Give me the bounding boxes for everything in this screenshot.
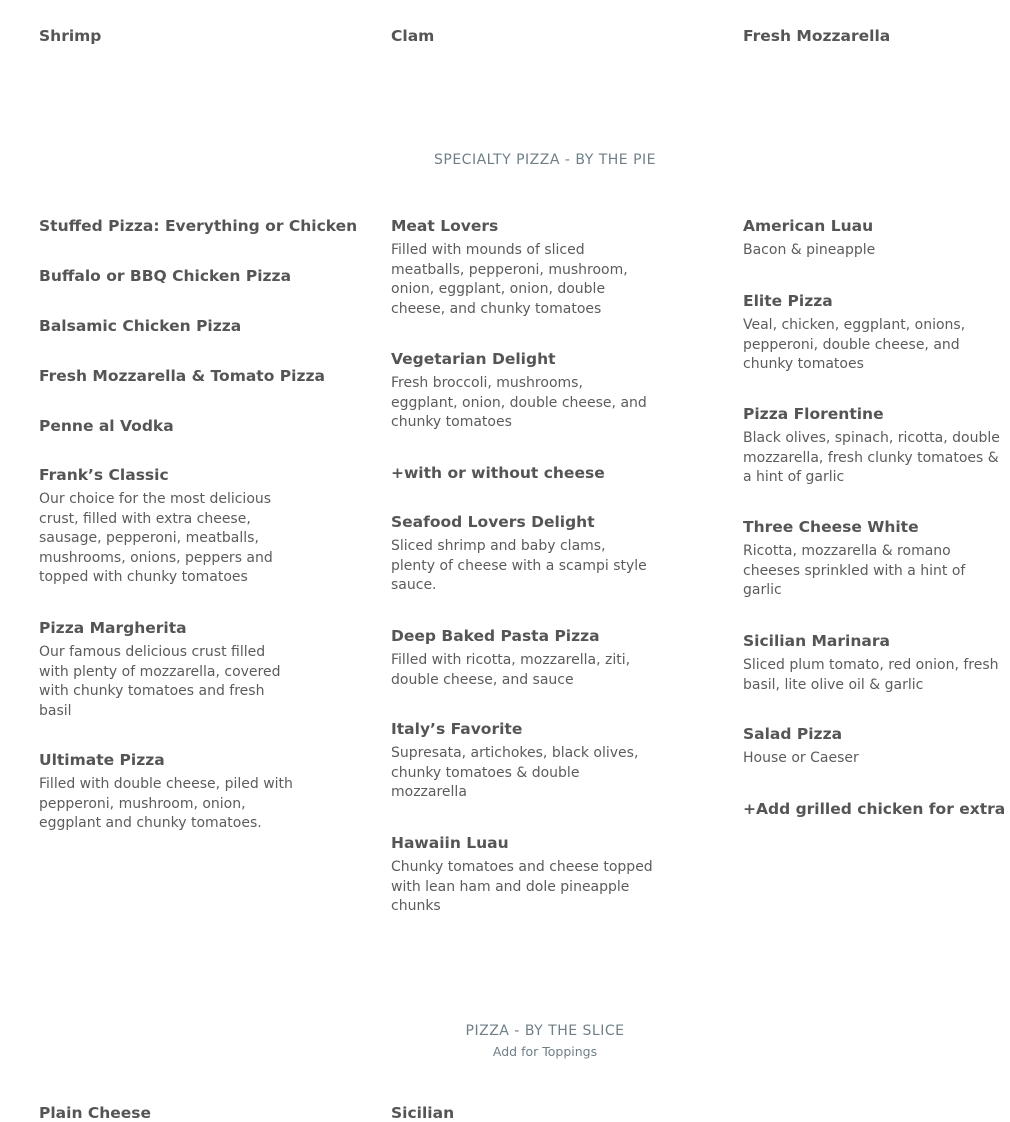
menu-item-description: Fresh broccoli, mushrooms, eggplant, onion, double cheese, and chunky tomatoes: [391, 375, 647, 430]
menu-item-name: Pizza Margherita: [39, 619, 187, 637]
menu-item-description: Filled with ricotta, mozzarella, ziti, double cheese, and sauce: [391, 652, 631, 688]
topping-fresh-mozzarella: Fresh Mozzarella: [743, 27, 891, 45]
menu-item: [39, 317, 241, 335]
menu-item-name: Hawaiin Luau: [391, 834, 509, 852]
menu-item-name: Sicilian Marinara: [743, 632, 890, 650]
menu-item: [39, 417, 174, 435]
menu-item-description: Black olives, spinach, ricotta, double mozzarella, fresh clunky tomatoes & a hint of garlic: [743, 430, 1000, 485]
menu-item: [391, 513, 653, 596]
menu-item-name: +with or without cheese: [391, 464, 605, 482]
menu-item-name: +Add grilled chicken for extra: [743, 800, 1006, 818]
menu-item-name: Elite Pizza: [743, 292, 833, 310]
menu-item-description: Sliced shrimp and baby clams, plenty of cheese with a scampi style sauce.: [391, 538, 647, 593]
menu-item: [743, 405, 1005, 488]
menu-item-name: Ultimate Pizza: [39, 751, 165, 769]
menu-item: [391, 834, 653, 917]
menu-item-description: Our famous delicious crust filled with plenty of mozzarella, covered with chunky tomatoes and fresh basil: [39, 644, 281, 719]
menu-item-name: Italy’s Favorite: [391, 720, 523, 738]
topping-shrimp: Shrimp: [39, 27, 102, 45]
menu-item-description: Ricotta, mozzarella & romano cheeses sprinkled with a hint of garlic: [743, 543, 966, 598]
menu-item-description: Veal, chicken, eggplant, onions, pepperoni, double cheese, and chunky tomatoes: [743, 317, 966, 372]
menu-item: [391, 217, 653, 319]
section-title-specialty: SPECIALTY PIZZA - BY THE PIE: [434, 152, 656, 168]
menu-item-name: Buffalo or BBQ Chicken Pizza: [39, 267, 292, 285]
menu-item-name: Deep Baked Pasta Pizza: [391, 627, 600, 645]
menu-item-description: Our choice for the most delicious crust, filled with extra cheese, sausage, pepperoni, meatballs, mushrooms, onions, peppers and topped with chunky tomatoes: [39, 491, 273, 585]
menu-item-description: Filled with mounds of sliced meatballs, pepperoni, mushroom, onion, eggplant, onion, double cheese, and chunky tomatoes: [391, 242, 628, 317]
menu-item-name: Vegetarian Delight: [391, 350, 556, 368]
menu-item-name: Balsamic Chicken Pizza: [39, 317, 242, 335]
menu-item-name: Fresh Mozzarella & Tomato Pizza: [39, 367, 325, 385]
menu-item: [39, 217, 357, 235]
menu-item: [39, 466, 299, 588]
menu-item: [39, 619, 299, 721]
menu-item: [39, 751, 299, 834]
menu-item: [391, 627, 653, 690]
menu-item-name: Pizza Florentine: [743, 405, 884, 423]
menu-item: [391, 464, 653, 482]
menu-item: [39, 367, 325, 385]
menu-item-name: Meat Lovers: [391, 217, 499, 235]
slice-item-sicilian: Sicilian: [391, 1104, 455, 1122]
menu-item-description: Sliced plum tomato, red onion, fresh basil, lite olive oil & garlic: [743, 657, 999, 693]
slice-item-plain-cheese: Plain Cheese: [39, 1104, 152, 1122]
menu-item-name: Stuffed Pizza: Everything or Chicken: [39, 217, 358, 235]
menu-item: [391, 350, 653, 433]
menu-item-description: Filled with double cheese, piled with pepperoni, mushroom, onion, eggplant and chunky tomatoes.: [39, 776, 293, 831]
menu-item: [743, 217, 1005, 261]
menu-item-name: American Luau: [743, 217, 874, 235]
menu-item-description: House or Caeser: [743, 750, 859, 766]
menu-item: [743, 800, 1005, 818]
menu-item-name: Seafood Lovers Delight: [391, 513, 595, 531]
section-title-slice: PIZZA - BY THE SLICE: [465, 1023, 625, 1039]
menu-item-name: Salad Pizza: [743, 725, 843, 743]
menu-item: [743, 632, 1005, 695]
menu-item: [743, 292, 1005, 375]
menu-item: [39, 267, 291, 285]
menu-item: [743, 725, 1005, 769]
menu-item-name: Frank’s Classic: [39, 466, 169, 484]
menu-item-description: Bacon & pineapple: [743, 242, 876, 258]
menu-item: [391, 720, 653, 803]
menu-item-name: Three Cheese White: [743, 518, 919, 536]
menu-item-description: Chunky tomatoes and cheese topped with lean ham and dole pineapple chunks: [391, 859, 653, 914]
menu-item: [743, 518, 1005, 601]
menu-item-name: Penne al Vodka: [39, 417, 174, 435]
section-subtitle-slice: Add for Toppings: [492, 1044, 598, 1059]
menu-item-description: Supresata, artichokes, black olives, chunky tomatoes & double mozzarella: [391, 745, 639, 800]
topping-clam: Clam: [391, 27, 435, 45]
